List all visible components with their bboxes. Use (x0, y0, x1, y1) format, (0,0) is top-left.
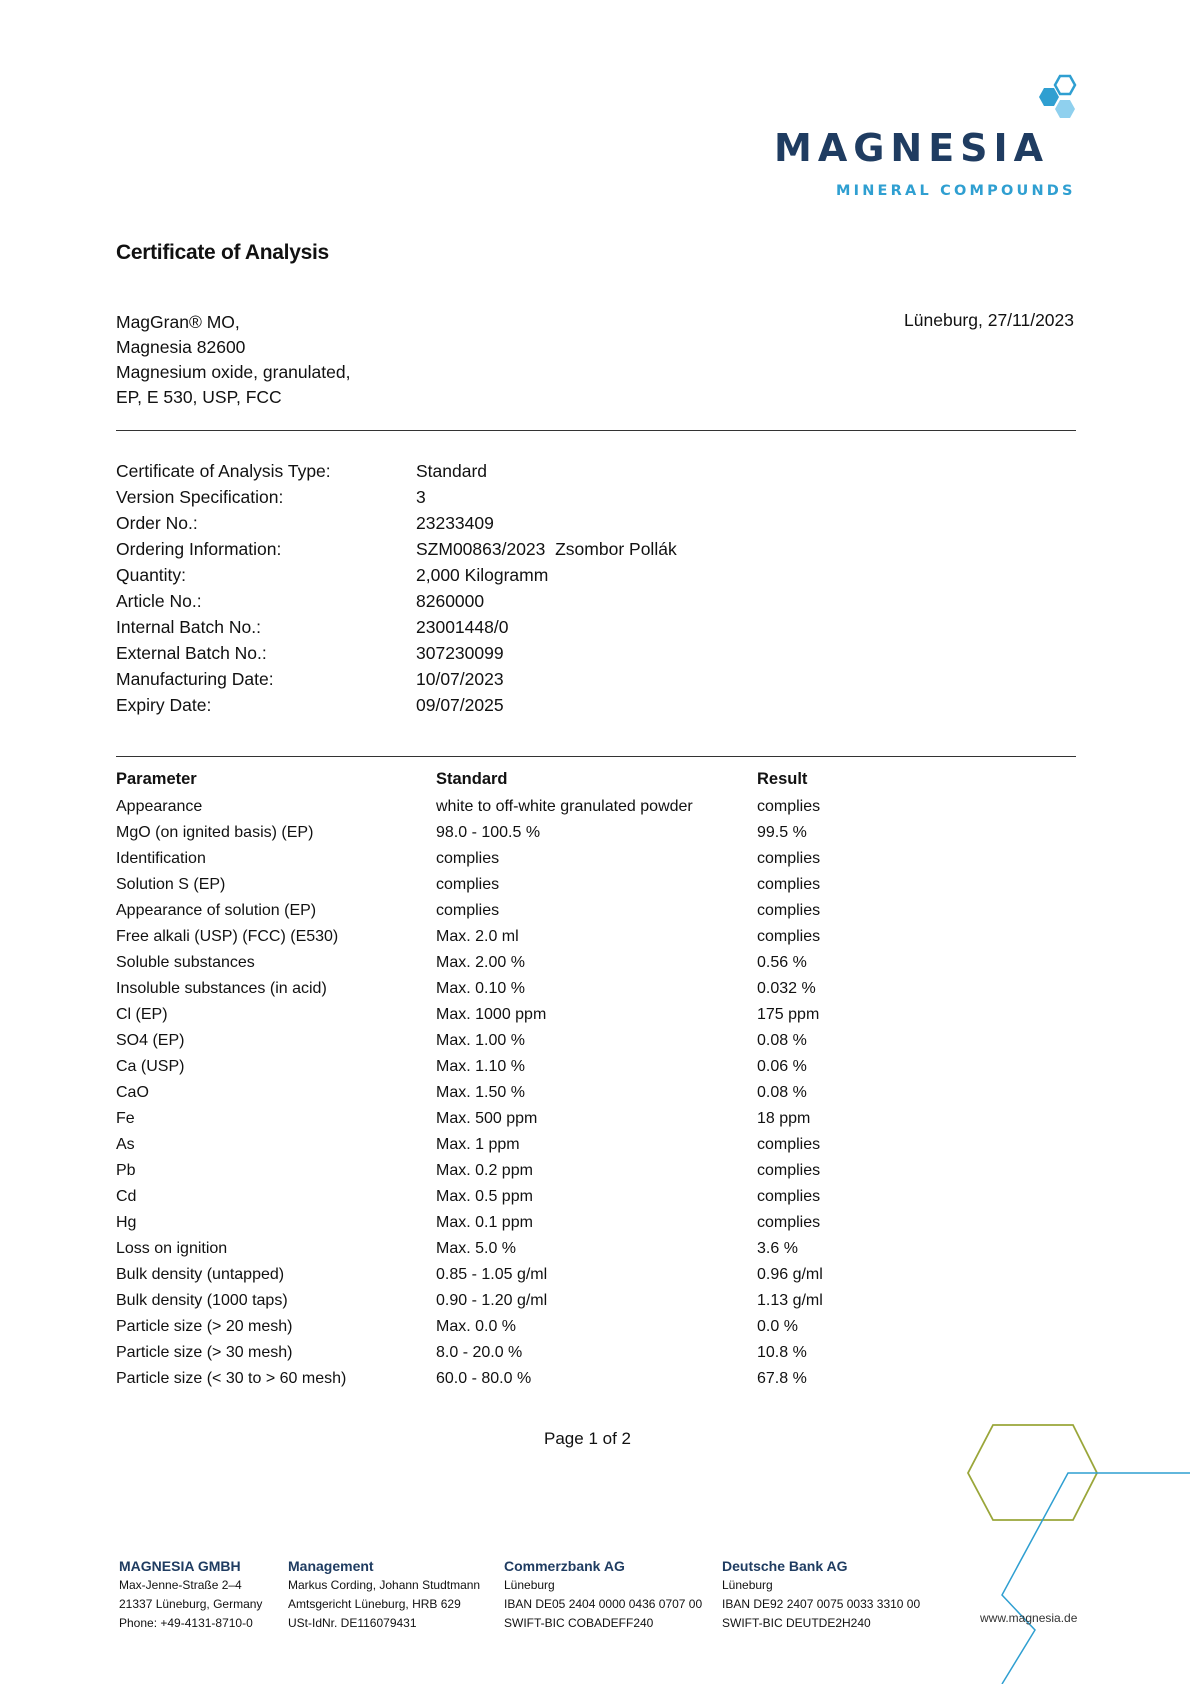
table-row (116, 850, 1076, 876)
cell-result: 0.08 % (757, 1084, 807, 1101)
cell-parameter: Pb (116, 1162, 136, 1179)
table-row (116, 1032, 1076, 1058)
cell-parameter: CaO (116, 1084, 149, 1101)
info-label: Version Specification: (116, 487, 284, 507)
footer-line: Lüneburg (504, 1578, 555, 1592)
cell-standard: Max. 0.0 % (436, 1318, 517, 1335)
cell-standard: 60.0 - 80.0 % (436, 1370, 532, 1387)
table-row (116, 1058, 1076, 1084)
cell-result: 0.96 g/ml (757, 1266, 823, 1283)
cell-result: 0.0 % (757, 1318, 798, 1335)
cell-result: complies (757, 1136, 821, 1153)
table-row (116, 954, 1076, 980)
info-label: External Batch No.: (116, 643, 267, 663)
info-label: Article No.: (116, 591, 202, 611)
cell-parameter: Particle size (> 30 mesh) (116, 1344, 293, 1361)
cell-standard: 0.90 - 1.20 g/ml (436, 1292, 548, 1309)
cell-result: complies (757, 1188, 821, 1205)
cell-result: complies (757, 850, 821, 867)
cell-parameter: Fe (116, 1110, 135, 1127)
cell-result: 1.13 g/ml (757, 1292, 823, 1309)
cell-result: 0.032 % (757, 980, 816, 997)
footer-line: 21337 Lüneburg, Germany (119, 1597, 263, 1611)
table-row (116, 1110, 1076, 1136)
footer-line: IBAN DE92 2407 0075 0033 3310 00 (722, 1597, 921, 1611)
info-value: 3 (416, 487, 426, 507)
cell-standard: 98.0 - 100.5 % (436, 824, 541, 841)
cell-result: 10.8 % (757, 1344, 807, 1361)
column-header-result: Result (757, 770, 808, 788)
cell-parameter: Insoluble substances (in acid) (116, 980, 327, 997)
divider (116, 430, 1076, 431)
table-row (116, 1240, 1076, 1266)
info-value: 09/07/2025 (416, 695, 504, 715)
footer-line: IBAN DE05 2404 0000 0436 0707 00 (504, 1597, 703, 1611)
info-value: 307230099 (416, 643, 504, 663)
cell-standard: Max. 1000 ppm (436, 1006, 547, 1023)
hexagon-cluster-icon (1018, 73, 1078, 133)
footer-line: Amtsgericht Lüneburg, HRB 629 (288, 1597, 461, 1611)
cell-parameter: Bulk density (1000 taps) (116, 1292, 288, 1309)
table-row (116, 928, 1076, 954)
info-label: Quantity: (116, 565, 187, 585)
footer-line: Lüneburg (722, 1578, 773, 1592)
cell-parameter: Bulk density (untapped) (116, 1266, 285, 1283)
info-value: 8260000 (416, 591, 485, 611)
cell-result: 0.56 % (757, 954, 807, 971)
cell-parameter: Solution S (EP) (116, 876, 226, 893)
cell-result: 3.6 % (757, 1240, 798, 1257)
cell-parameter: Soluble substances (116, 954, 255, 971)
place-date: Lüneburg, 27/11/2023 (904, 310, 1074, 330)
cell-parameter: Ca (USP) (116, 1058, 185, 1075)
table-row (116, 1188, 1076, 1214)
cell-standard: complies (436, 876, 500, 893)
cell-parameter: Cd (116, 1188, 137, 1205)
divider (116, 756, 1076, 757)
footer-line: USt-IdNr. DE116079431 (288, 1616, 417, 1630)
cell-standard: Max. 1.50 % (436, 1084, 525, 1101)
info-value: 2,000 Kilogramm (416, 565, 549, 585)
cell-parameter: Appearance (116, 798, 203, 815)
table-row (116, 1318, 1076, 1344)
product-line: Magnesium oxide, granulated, (116, 362, 351, 382)
cell-standard: complies (436, 902, 500, 919)
cell-parameter: Loss on ignition (116, 1240, 228, 1257)
footer-bank-deutsche (722, 1557, 920, 1633)
table-row (116, 798, 1076, 824)
cell-parameter: Appearance of solution (EP) (116, 902, 317, 919)
footer-heading: Deutsche Bank AG (722, 1558, 848, 1574)
cell-result: 175 ppm (757, 1006, 820, 1023)
info-label: Expiry Date: (116, 695, 212, 715)
info-label: Manufacturing Date: (116, 669, 274, 689)
cell-result: complies (757, 902, 821, 919)
column-header-standard: Standard (436, 770, 508, 788)
cell-result: complies (757, 928, 821, 945)
cell-standard: Max. 0.2 ppm (436, 1162, 533, 1179)
footer-line: Markus Cording, Johann Studtmann (288, 1578, 481, 1592)
info-value: 23001448/0 (416, 617, 509, 637)
info-label: Internal Batch No.: (116, 617, 261, 637)
column-header-parameter: Parameter (116, 770, 197, 788)
cell-standard: Max. 1.00 % (436, 1032, 525, 1049)
cell-parameter: As (116, 1136, 135, 1153)
logo-wordmark: MAGNESIA (774, 126, 1050, 170)
cell-result: complies (757, 1214, 821, 1231)
cell-result: 0.06 % (757, 1058, 807, 1075)
cell-parameter: Free alkali (USP) (FCC) (E530) (116, 928, 339, 945)
cell-parameter: Particle size (> 20 mesh) (116, 1318, 293, 1335)
cell-result: complies (757, 876, 821, 893)
table-body (116, 798, 1076, 1396)
cell-parameter: Cl (EP) (116, 1006, 168, 1023)
info-label: Order No.: (116, 513, 198, 533)
cell-standard: Max. 1 ppm (436, 1136, 520, 1153)
cell-result: 18 ppm (757, 1110, 811, 1127)
product-line: Magnesia 82600 (116, 337, 246, 357)
product-line: MagGran® MO, (116, 312, 240, 332)
footer-heading: Commerzbank AG (504, 1558, 625, 1574)
footer-management (288, 1557, 480, 1633)
cell-parameter: SO4 (EP) (116, 1032, 185, 1049)
info-value: SZM00863/2023 Zsombor Pollák (416, 539, 677, 559)
page-number: Page 1 of 2 (544, 1429, 631, 1448)
footer-heading: MAGNESIA GMBH (119, 1558, 241, 1574)
footer-heading: Management (288, 1558, 374, 1574)
table-row (116, 1084, 1076, 1110)
info-label: Ordering Information: (116, 539, 282, 559)
cell-parameter: Particle size (< 30 to > 60 mesh) (116, 1370, 347, 1387)
cell-result: 0.08 % (757, 1032, 807, 1049)
product-description (116, 310, 350, 410)
table-row (116, 1292, 1076, 1318)
info-label: Certificate of Analysis Type: (116, 461, 331, 481)
table-row (116, 1344, 1076, 1370)
cell-standard: Max. 0.10 % (436, 980, 525, 997)
cell-parameter: Identification (116, 850, 206, 867)
table-row (116, 1006, 1076, 1032)
cell-standard: Max. 0.5 ppm (436, 1188, 533, 1205)
cell-result: complies (757, 1162, 821, 1179)
product-line: EP, E 530, USP, FCC (116, 387, 282, 407)
table-row (116, 1214, 1076, 1240)
decorative-hexagon-graphic (960, 1410, 1190, 1684)
cell-result: 67.8 % (757, 1370, 807, 1387)
footer-line: Max-Jenne-Straße 2–4 (119, 1578, 242, 1592)
analysis-table (116, 770, 1076, 1396)
cell-parameter: MgO (on ignited basis) (EP) (116, 824, 314, 841)
footer-bank-commerzbank (504, 1557, 702, 1633)
footer-line: SWIFT-BIC COBADEFF240 (504, 1616, 654, 1630)
info-value: 10/07/2023 (416, 669, 504, 689)
cell-result: 99.5 % (757, 824, 807, 841)
table-row (116, 1370, 1076, 1396)
cell-standard: 0.85 - 1.05 g/ml (436, 1266, 548, 1283)
info-value: 23233409 (416, 513, 494, 533)
table-row (116, 876, 1076, 902)
cell-standard: Max. 5.0 % (436, 1240, 517, 1257)
footer-company (119, 1557, 262, 1633)
table-row (116, 1136, 1076, 1162)
table-row (116, 824, 1076, 850)
cell-standard: Max. 500 ppm (436, 1110, 538, 1127)
table-row (116, 1162, 1076, 1188)
cell-standard: white to off-white granulated powder (436, 798, 693, 815)
website-link[interactable]: www.magnesia.de (980, 1611, 1078, 1625)
cell-standard: Max. 1.10 % (436, 1058, 525, 1075)
cell-standard: 8.0 - 20.0 % (436, 1344, 523, 1361)
table-row (116, 902, 1076, 928)
cell-standard: Max. 0.1 ppm (436, 1214, 533, 1231)
table-row (116, 980, 1076, 1006)
cell-parameter: Hg (116, 1214, 137, 1231)
document-title: Certificate of Analysis (116, 241, 329, 264)
table-row (116, 1266, 1076, 1292)
table-header (116, 770, 1076, 798)
logo-tagline: MINERAL COMPOUNDS (836, 183, 1076, 199)
cell-standard: Max. 2.0 ml (436, 928, 519, 945)
cell-standard: Max. 2.00 % (436, 954, 525, 971)
footer-line: Phone: +49-4131-8710-0 (119, 1616, 253, 1630)
cell-standard: complies (436, 850, 500, 867)
cell-result: complies (757, 798, 821, 815)
footer-line: SWIFT-BIC DEUTDE2H240 (722, 1616, 871, 1630)
info-value: Standard (416, 461, 488, 481)
